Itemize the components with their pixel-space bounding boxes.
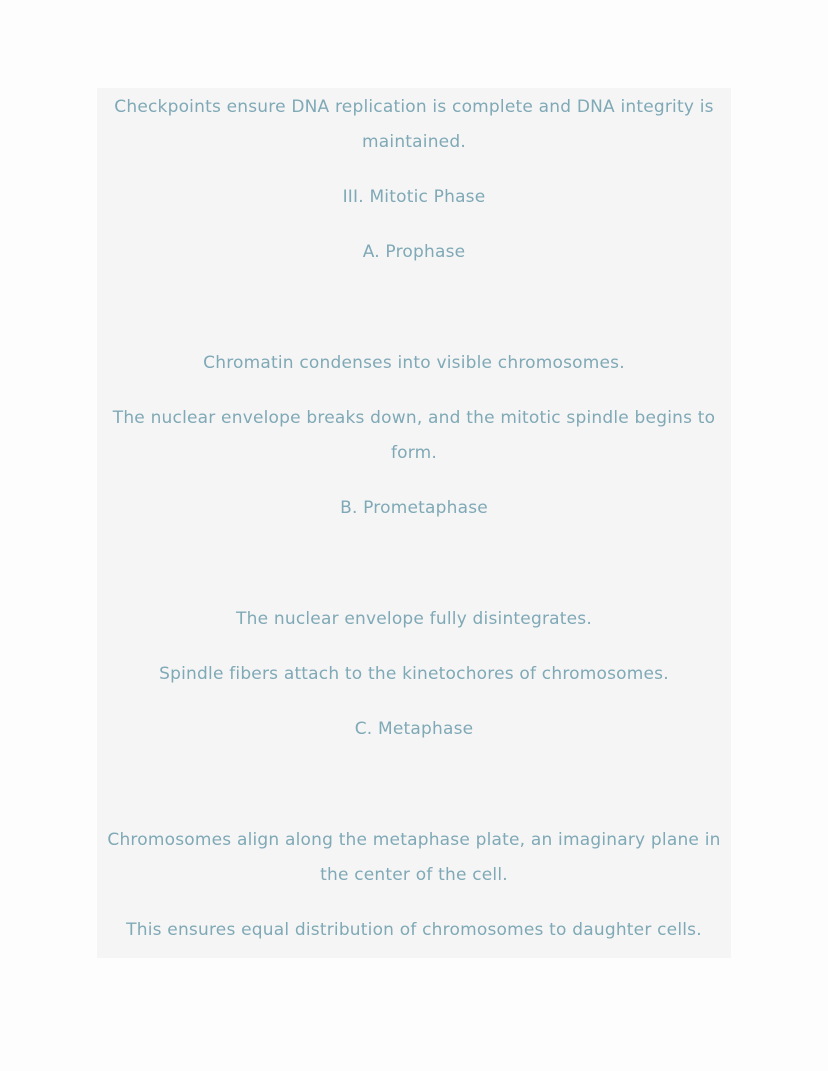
- prometaphase-spindle-paragraph: Spindle fibers attach to the kinetochores of chromosomes.: [159, 664, 669, 684]
- subheading-prophase: A. Prophase: [362, 242, 466, 262]
- prometaphase-envelope-paragraph: The nuclear envelope fully disintegrates.: [236, 609, 592, 629]
- prophase-envelope-paragraph: The nuclear envelope breaks down, and the mitotic spindle begins to form.: [112, 408, 716, 463]
- prophase-chromatin-paragraph: Chromatin condenses into visible chromosomes.: [203, 353, 625, 373]
- subheading-prometaphase: B. Prometaphase: [340, 498, 488, 518]
- metaphase-align-paragraph: Chromosomes align along the metaphase plate, an imaginary plane in the center of the cell.: [107, 830, 721, 885]
- checkpoints-paragraph: Checkpoints ensure DNA replication is complete and DNA integrity is maintained.: [114, 97, 714, 152]
- section-heading-mitotic-phase: III. Mitotic Phase: [342, 187, 486, 207]
- subheading-metaphase: C. Metaphase: [354, 719, 474, 739]
- metaphase-distribution-paragraph: This ensures equal distribution of chromosomes to daughter cells.: [126, 920, 702, 940]
- document-content-panel: [97, 88, 731, 958]
